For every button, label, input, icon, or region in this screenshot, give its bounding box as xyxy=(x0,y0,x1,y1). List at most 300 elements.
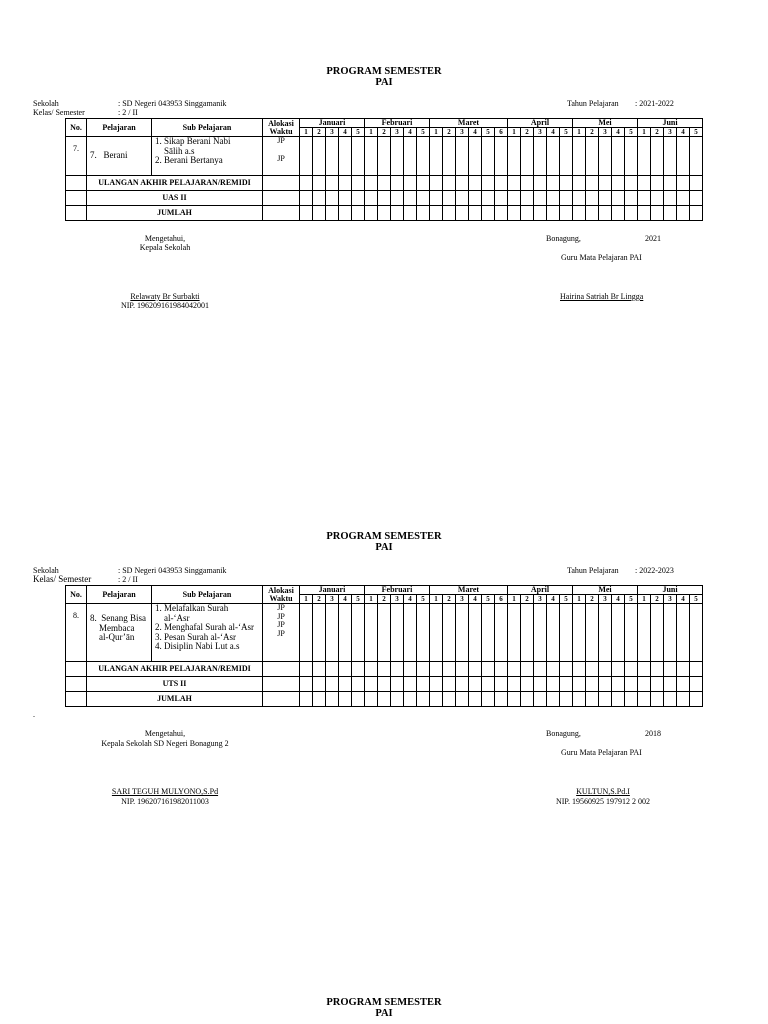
week-number: 3 xyxy=(391,128,404,137)
week-cell xyxy=(599,662,612,677)
week-cell xyxy=(599,206,612,221)
week-cell xyxy=(690,176,703,191)
week-cell xyxy=(547,692,560,707)
week-cell xyxy=(456,677,469,692)
week-cell xyxy=(638,604,651,662)
week-number: 4 xyxy=(612,128,625,137)
week-number: 4 xyxy=(547,595,560,604)
week-cell xyxy=(690,191,703,206)
week-cell xyxy=(456,604,469,662)
week-cell xyxy=(495,137,508,176)
week-cell xyxy=(677,137,690,176)
week-cell xyxy=(469,662,482,677)
month-header: Maret xyxy=(430,586,508,595)
week-cell xyxy=(521,191,534,206)
week-number: 3 xyxy=(326,595,339,604)
program-table xyxy=(65,585,703,707)
week-cell xyxy=(430,677,443,692)
sekolah-label: Sekolah xyxy=(33,99,59,108)
week-cell xyxy=(638,206,651,221)
week-cell xyxy=(378,662,391,677)
week-cell xyxy=(612,206,625,221)
week-cell xyxy=(378,692,391,707)
week-cell xyxy=(313,176,326,191)
col-sub-header: Sub Pelajaran xyxy=(152,119,263,137)
waktu-label: Waktu xyxy=(269,126,293,136)
week-cell xyxy=(443,191,456,206)
week-cell xyxy=(638,677,651,692)
week-cell xyxy=(495,604,508,662)
week-cell xyxy=(300,137,313,176)
week-number: 3 xyxy=(456,595,469,604)
week-number: 3 xyxy=(664,128,677,137)
week-number: 6 xyxy=(495,128,508,137)
week-cell xyxy=(443,206,456,221)
week-cell xyxy=(573,137,586,176)
week-cell xyxy=(313,191,326,206)
sub-pelajaran-line: Sālih a.s xyxy=(155,145,195,156)
week-number: 5 xyxy=(352,595,365,604)
pelajaran-line: Membaca xyxy=(90,622,135,633)
jp-value: JP xyxy=(277,611,285,621)
week-cell xyxy=(521,604,534,662)
left-sig-nip: NIP. 196207161982011003 xyxy=(121,797,209,806)
week-cell xyxy=(326,137,339,176)
week-number: 2 xyxy=(521,128,534,137)
section3-title: PROGRAM SEMESTER xyxy=(326,997,442,1008)
right-sig-year: 2021 xyxy=(645,234,661,243)
week-cell xyxy=(625,692,638,707)
program-table xyxy=(65,118,703,221)
week-cell xyxy=(664,677,677,692)
week-cell xyxy=(625,191,638,206)
week-cell xyxy=(443,662,456,677)
week-number: 1 xyxy=(638,595,651,604)
week-cell xyxy=(339,206,352,221)
week-cell xyxy=(365,176,378,191)
week-cell xyxy=(339,191,352,206)
row-sub-pelajaran xyxy=(152,137,263,176)
section1-subtitle: PAI xyxy=(375,77,393,88)
right-sig-role: Guru Mata Pelajaran PAI xyxy=(561,253,642,262)
week-cell xyxy=(326,662,339,677)
jp-value: JP xyxy=(277,603,285,612)
week-cell xyxy=(339,677,352,692)
week-cell xyxy=(339,137,352,176)
week-cell xyxy=(469,176,482,191)
week-number: 2 xyxy=(651,595,664,604)
week-cell xyxy=(534,692,547,707)
week-cell xyxy=(391,662,404,677)
week-cell xyxy=(391,176,404,191)
sub-pelajaran-line: 4. Disiplin Nabi Lut a.s xyxy=(155,641,240,651)
week-cell xyxy=(508,604,521,662)
tahun-value: : 2021-2022 xyxy=(635,99,674,108)
week-number: 4 xyxy=(404,128,417,137)
week-cell xyxy=(521,137,534,176)
week-cell xyxy=(430,137,443,176)
week-cell xyxy=(443,677,456,692)
week-number: 5 xyxy=(625,128,638,137)
week-number: 4 xyxy=(469,128,482,137)
week-cell xyxy=(638,137,651,176)
sub-pelajaran-line: 1. Sikap Berani Nabi xyxy=(155,136,231,146)
week-cell xyxy=(586,677,599,692)
week-cell xyxy=(469,604,482,662)
month-header: Januari xyxy=(300,586,365,595)
week-cell xyxy=(547,604,560,662)
week-cell xyxy=(573,604,586,662)
week-cell xyxy=(469,677,482,692)
week-cell xyxy=(534,176,547,191)
week-cell xyxy=(326,692,339,707)
week-cell xyxy=(378,176,391,191)
week-cell xyxy=(677,206,690,221)
pelajaran-line: al-Qur’ān xyxy=(90,632,135,642)
week-cell xyxy=(547,206,560,221)
month-header: April xyxy=(508,586,573,595)
week-cell xyxy=(599,604,612,662)
week-cell xyxy=(326,176,339,191)
week-cell xyxy=(651,191,664,206)
week-cell xyxy=(560,692,573,707)
week-cell xyxy=(690,662,703,677)
week-cell xyxy=(456,176,469,191)
week-cell xyxy=(443,176,456,191)
week-number: 4 xyxy=(612,595,625,604)
week-cell xyxy=(612,191,625,206)
week-number: 2 xyxy=(586,595,599,604)
week-cell xyxy=(417,604,430,662)
right-sig-year: 2018 xyxy=(645,729,661,738)
week-number: 4 xyxy=(339,595,352,604)
section2-subtitle: PAI xyxy=(375,542,393,553)
week-cell xyxy=(417,677,430,692)
week-cell xyxy=(326,191,339,206)
week-cell xyxy=(599,191,612,206)
week-cell xyxy=(625,176,638,191)
week-cell xyxy=(482,662,495,677)
week-number: 1 xyxy=(638,128,651,137)
week-number: 2 xyxy=(378,595,391,604)
week-cell xyxy=(300,191,313,206)
week-cell xyxy=(300,662,313,677)
week-number: 4 xyxy=(547,128,560,137)
week-cell xyxy=(391,604,404,662)
week-cell xyxy=(313,662,326,677)
row-pelajaran xyxy=(87,137,152,176)
week-number: 2 xyxy=(521,595,534,604)
week-number: 2 xyxy=(586,128,599,137)
week-cell xyxy=(404,137,417,176)
week-cell xyxy=(300,692,313,707)
week-cell xyxy=(651,692,664,707)
week-cell xyxy=(417,692,430,707)
section1-title: PROGRAM SEMESTER xyxy=(326,66,442,77)
col-sub-header: Sub Pelajaran xyxy=(152,586,263,604)
week-cell xyxy=(573,206,586,221)
right-sig-place: Bonagung, xyxy=(546,729,581,738)
jp-value: JP xyxy=(277,620,285,629)
week-number: 1 xyxy=(300,128,313,137)
week-cell xyxy=(417,176,430,191)
week-cell xyxy=(365,692,378,707)
week-cell xyxy=(625,677,638,692)
week-number: 4 xyxy=(339,128,352,137)
week-cell xyxy=(482,176,495,191)
week-cell xyxy=(521,692,534,707)
jumlah-row-label: JUMLAH xyxy=(87,692,263,707)
week-cell xyxy=(391,677,404,692)
week-number: 3 xyxy=(456,128,469,137)
week-cell xyxy=(417,662,430,677)
week-cell xyxy=(677,692,690,707)
week-cell xyxy=(365,604,378,662)
week-cell xyxy=(352,677,365,692)
week-cell xyxy=(482,206,495,221)
week-cell xyxy=(352,206,365,221)
week-number: 3 xyxy=(664,595,677,604)
pelajaran-line: 7. Berani xyxy=(90,150,128,161)
section3-subtitle: PAI xyxy=(375,1008,393,1019)
col-alokasi-header xyxy=(263,119,300,137)
jp-value: JP xyxy=(277,628,285,638)
week-cell xyxy=(326,677,339,692)
week-cell xyxy=(313,206,326,221)
week-cell xyxy=(560,604,573,662)
row-pelajaran xyxy=(87,604,152,662)
week-cell xyxy=(482,137,495,176)
right-sig-name: KULTUN,S.Pd.I xyxy=(576,787,630,796)
week-cell xyxy=(534,677,547,692)
week-cell xyxy=(521,677,534,692)
week-cell xyxy=(638,191,651,206)
week-cell xyxy=(378,677,391,692)
week-cell xyxy=(586,662,599,677)
week-number: 5 xyxy=(625,595,638,604)
week-cell xyxy=(560,662,573,677)
left-sig-name: SARI TEGUH MULYONO,S.Pd xyxy=(111,787,219,796)
week-cell xyxy=(482,677,495,692)
right-sig-name: Hairina Satriah Br Lingga xyxy=(560,292,644,301)
month-header: Maret xyxy=(430,119,508,128)
week-cell xyxy=(404,604,417,662)
month-header: Mei xyxy=(573,586,638,595)
week-cell xyxy=(430,176,443,191)
week-cell xyxy=(599,137,612,176)
row-alokasi xyxy=(263,137,300,176)
week-cell xyxy=(352,176,365,191)
week-number: 1 xyxy=(573,595,586,604)
week-number: 5 xyxy=(482,128,495,137)
week-cell xyxy=(391,191,404,206)
week-cell xyxy=(573,692,586,707)
sub-pelajaran-line: 2. Berani Bertanya xyxy=(155,155,223,165)
week-number: 2 xyxy=(443,595,456,604)
week-number: 5 xyxy=(690,128,703,137)
week-cell xyxy=(313,677,326,692)
week-cell xyxy=(547,191,560,206)
week-cell xyxy=(508,191,521,206)
week-cell xyxy=(352,191,365,206)
right-sig-place: Bonagung, xyxy=(546,234,581,243)
week-cell xyxy=(339,692,352,707)
week-cell xyxy=(612,604,625,662)
week-cell xyxy=(599,176,612,191)
row-no: 8. xyxy=(66,604,87,662)
week-cell xyxy=(456,137,469,176)
week-cell xyxy=(612,692,625,707)
week-cell xyxy=(547,137,560,176)
week-cell xyxy=(352,692,365,707)
week-number: 3 xyxy=(534,128,547,137)
right-sig-nip: NIP. 19560925 197912 2 002 xyxy=(555,797,650,806)
ulangan-row-label: ULANGAN AKHIR PELAJARAN/REMIDI xyxy=(87,176,263,191)
week-number: 4 xyxy=(677,128,690,137)
week-cell xyxy=(573,176,586,191)
week-cell xyxy=(404,677,417,692)
week-cell xyxy=(365,206,378,221)
week-cell xyxy=(547,677,560,692)
week-number: 2 xyxy=(313,595,326,604)
week-cell xyxy=(482,191,495,206)
week-cell xyxy=(508,677,521,692)
week-cell xyxy=(625,137,638,176)
week-cell xyxy=(690,206,703,221)
week-cell xyxy=(391,137,404,176)
week-cell xyxy=(677,662,690,677)
week-cell xyxy=(560,176,573,191)
pelajaran-line: 8. Senang Bisa xyxy=(90,613,146,623)
week-cell xyxy=(534,604,547,662)
week-cell xyxy=(690,137,703,176)
week-cell xyxy=(664,191,677,206)
week-cell xyxy=(404,662,417,677)
week-cell xyxy=(482,604,495,662)
week-cell xyxy=(339,662,352,677)
week-cell xyxy=(664,692,677,707)
week-cell xyxy=(534,191,547,206)
week-cell xyxy=(495,206,508,221)
left-sig-name: Relawaty Br Surbakti xyxy=(130,292,200,301)
week-cell xyxy=(638,176,651,191)
week-cell xyxy=(391,692,404,707)
tahun-label: Tahun Pelajaran xyxy=(567,566,619,575)
week-cell xyxy=(651,662,664,677)
week-cell xyxy=(456,191,469,206)
week-cell xyxy=(651,677,664,692)
week-cell xyxy=(495,191,508,206)
exam-row-label: UTS II xyxy=(87,677,263,692)
week-cell xyxy=(664,176,677,191)
week-number: 4 xyxy=(677,595,690,604)
week-cell xyxy=(313,604,326,662)
week-cell xyxy=(469,191,482,206)
week-number: 5 xyxy=(352,128,365,137)
week-cell xyxy=(404,176,417,191)
week-cell xyxy=(443,137,456,176)
week-number: 6 xyxy=(495,595,508,604)
stray-mark: . xyxy=(33,710,35,719)
week-cell xyxy=(599,692,612,707)
sub-pelajaran-line: 2. Menghafal Surah al-‘Asr xyxy=(155,622,254,632)
left-sig-line2: Kepala Sekolah xyxy=(139,243,191,252)
month-header: Januari xyxy=(300,119,365,128)
week-cell xyxy=(339,176,352,191)
left-sig-line2: Kepala Sekolah SD Negeri Bonagung 2 xyxy=(101,739,229,748)
week-cell xyxy=(573,677,586,692)
week-number: 5 xyxy=(690,595,703,604)
week-cell xyxy=(456,206,469,221)
week-cell xyxy=(456,692,469,707)
week-cell xyxy=(651,137,664,176)
left-sig-line1: Mengetahui, xyxy=(144,234,186,243)
week-cell xyxy=(508,206,521,221)
week-cell xyxy=(586,137,599,176)
week-cell xyxy=(508,137,521,176)
right-sig-role: Guru Mata Pelajaran PAI xyxy=(561,748,642,757)
week-cell xyxy=(365,662,378,677)
week-cell xyxy=(599,677,612,692)
week-number: 1 xyxy=(300,595,313,604)
waktu-label: Waktu xyxy=(269,593,293,603)
week-cell xyxy=(404,191,417,206)
week-number: 3 xyxy=(599,128,612,137)
tahun-value: : 2022-2023 xyxy=(635,566,674,575)
week-cell xyxy=(495,662,508,677)
week-number: 2 xyxy=(443,128,456,137)
week-cell xyxy=(651,206,664,221)
week-cell xyxy=(586,206,599,221)
month-header: Mei xyxy=(573,119,638,128)
week-cell xyxy=(664,206,677,221)
month-header: April xyxy=(508,119,573,128)
week-cell xyxy=(417,137,430,176)
week-cell xyxy=(508,662,521,677)
week-number: 5 xyxy=(417,595,430,604)
week-cell xyxy=(612,677,625,692)
left-sig-nip: NIP. 196209161984042001 xyxy=(120,301,209,310)
row-sub-pelajaran xyxy=(152,604,263,662)
week-cell xyxy=(300,677,313,692)
week-number: 2 xyxy=(651,128,664,137)
week-cell xyxy=(495,677,508,692)
week-number: 3 xyxy=(326,128,339,137)
week-cell xyxy=(456,662,469,677)
week-cell xyxy=(378,191,391,206)
week-cell xyxy=(482,692,495,707)
col-no-header: No. xyxy=(66,586,87,604)
week-cell xyxy=(547,662,560,677)
week-cell xyxy=(378,604,391,662)
week-cell xyxy=(469,206,482,221)
week-cell xyxy=(625,206,638,221)
week-cell xyxy=(378,206,391,221)
week-cell xyxy=(326,604,339,662)
week-cell xyxy=(430,604,443,662)
kelas-value: : 2 / II xyxy=(118,575,138,584)
week-number: 3 xyxy=(391,595,404,604)
week-cell xyxy=(443,604,456,662)
alokasi-label: Alokasi xyxy=(268,118,294,128)
sub-pelajaran-line: al-‘Asr xyxy=(155,612,190,623)
week-cell xyxy=(300,206,313,221)
sub-pelajaran-line: 1. Melafalkan Surah xyxy=(155,603,229,613)
jp-value: JP xyxy=(277,136,285,145)
week-number: 1 xyxy=(430,128,443,137)
month-header: Juni xyxy=(638,119,703,128)
week-cell xyxy=(300,176,313,191)
